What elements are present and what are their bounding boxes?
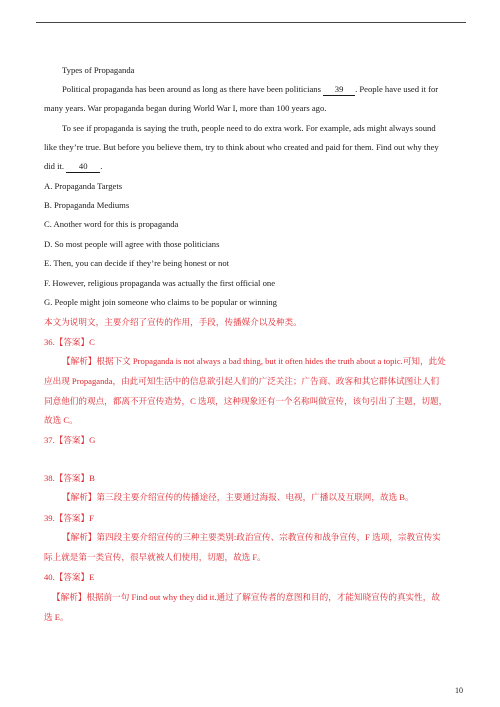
answer-38-analysis: 【解析】第三段主要介绍宣传的传播途径，主要通过海报、电视，广播以及互联网，故选 B。 bbox=[62, 492, 414, 502]
answer-39-analysis-line2: 际上就是第一类宣传，很早就被人们使用，切题，故选 F。 bbox=[44, 552, 266, 562]
answer-36-analysis-line1: 【解析】根据下文 Propaganda is not always a bad thing, but it often hides the truth about a topic.可知，此处 bbox=[62, 356, 446, 366]
option-c: C. Another word for this is propaganda bbox=[44, 219, 179, 229]
p2-text-a: did it. bbox=[44, 161, 65, 171]
answer-38-label: 38.【答案】B bbox=[44, 473, 95, 483]
passage-p2-line1: To see if propaganda is saying the truth, people need to do extra work. For example, ads might always sound bbox=[62, 123, 436, 133]
page-number: 10 bbox=[455, 686, 463, 695]
p1-text-b: . People have used it for bbox=[355, 84, 439, 94]
option-g: G. People might join someone who claims to be popular or winning bbox=[44, 297, 277, 307]
answer-39-analysis-line1: 【解析】第四段主要介绍宣传的三种主要类别:政治宣传、宗教宣传和战争宣传，F 选项，宗教宣传实 bbox=[62, 532, 441, 542]
option-d: D. So most people will agree with those politicians bbox=[44, 239, 220, 249]
option-f: F. However, religious propaganda was actually the first official one bbox=[44, 278, 276, 288]
passage-p1-line2: many years. War propaganda began during World War I, more than 100 years ago. bbox=[44, 103, 327, 113]
answer-37-label: 37.【答案】G bbox=[44, 435, 96, 445]
answer-36-analysis-line3: 同意他们的观点，都离不开宣传造势，C 选项，这种现象还有一个名称叫做宣传，该句引出了主题，切题， bbox=[44, 396, 448, 406]
passage-title: Types of Propaganda bbox=[62, 65, 135, 75]
passage-p1-line1 bbox=[62, 83, 482, 96]
passage-summary: 本文为说明文，主要介绍了宣传的作用，手段，传播媒介以及种类。 bbox=[44, 317, 302, 327]
passage-p2-line3 bbox=[44, 160, 464, 173]
passage-p2-line2: like they’re true. But before you believe them, try to think about who created and paid for them. Find out why they bbox=[44, 142, 439, 152]
answer-40-analysis-line1: 【解析】根据前一句 Find out why they did it.通过了解宣传者的意图和目的，才能知晓宣传的真实性，故 bbox=[52, 592, 440, 602]
answer-36-analysis-line2: 应出现 Propaganda，由此可知生活中的信息欲引起人们的广泛关注；广告商、政客和其它群体试图让人们 bbox=[44, 376, 440, 386]
option-b: B. Propaganda Mediums bbox=[44, 200, 130, 210]
p2-text-b: . bbox=[100, 161, 103, 171]
option-e: E. Then, you can decide if they’re being honest or not bbox=[44, 258, 230, 268]
blank-39: 39 bbox=[323, 83, 355, 96]
answer-40-label: 40.【答案】E bbox=[44, 572, 95, 582]
option-a: A. Propaganda Targets bbox=[44, 181, 123, 191]
answer-40-analysis-line2: 选 E。 bbox=[44, 612, 69, 622]
answer-36-analysis-line4: 故选 C。 bbox=[44, 415, 78, 425]
blank-40: 40 bbox=[66, 160, 100, 173]
answer-36-label: 36.【答案】C bbox=[44, 337, 95, 347]
header-rule bbox=[36, 22, 466, 23]
answer-39-label: 39.【答案】F bbox=[44, 513, 94, 523]
p1-text-a: Political propaganda has been around as long as there have been politicians bbox=[62, 84, 321, 94]
